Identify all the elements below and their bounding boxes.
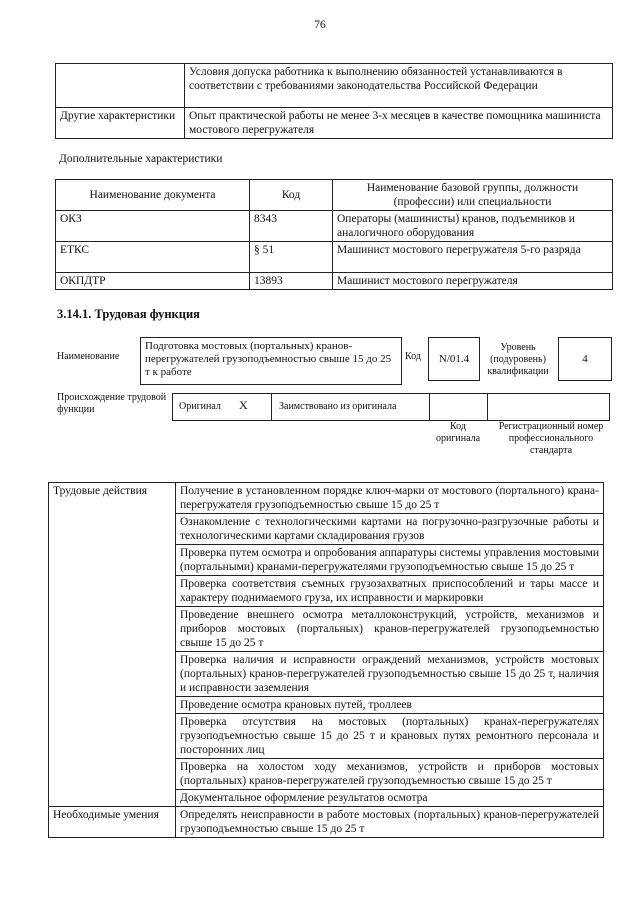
divider [487,394,488,420]
table-header-row [56,180,613,211]
table-cell: ОКЗ [56,211,250,242]
table-cell: Операторы (машинисты) кранов, подъемников и аналогичного оборудования [333,211,613,242]
original-label: Оригинал [179,401,221,412]
table-header: Наименование базовой группы, должности (профессии) или специальности [333,180,613,211]
table-cell: Условия допуска работника к выполнению обязанностей устанавливаются в соответствии с требованиями законодательства Российской Федерации [185,64,613,108]
reg-number-caption: Регистрационный номер профессионального стандарта [498,421,604,456]
code-original-caption: Код оригинала [435,421,481,444]
table-cell: Машинист мостового перегружателя [333,273,613,290]
function-name-box: Подготовка мостовых (портальных) кранов-перегружателей грузоподъемностью свыше 15 до 25 т к работе [140,337,402,385]
table-row [56,211,613,242]
table-cell: § 51 [250,242,333,273]
additional-heading: Дополнительные характеристики [59,153,223,165]
table-row [49,483,604,514]
required-skill: Определять неисправности в работе мостовых (портальных) кранов-перегружателей грузоподъемностью свыше 15 до 25 т [176,807,604,838]
top-conditions-table [55,63,613,139]
divider [271,394,272,420]
table-cell [56,64,185,108]
table-row [56,273,613,290]
code-label: Код [405,351,421,362]
origin-label: Происхождение трудовой функции [57,392,167,415]
table-row [56,108,613,139]
table-cell: Машинист мостового перегружателя 5-го разряда [333,242,613,273]
labor-action: Проведение осмотра крановых путей, троллеев [176,697,604,714]
level-box: 4 [558,337,612,381]
divider [429,394,430,420]
labor-action: Проверка соответствия съемных грузозахватных приспособлений и тары массе и характеру поднимаемого груза, их исправности и маркировки [176,576,604,607]
labor-action: Документальное оформление результатов осмотра [176,790,604,807]
original-mark: X [239,398,248,412]
labor-action: Проведение внешнего осмотра металлоконструкций, устройств, механизмов и приборов мостовых (портальных) кранов-перегружателей грузоподъемностью свыше 15 до 25 т [176,607,604,652]
skills-label: Необходимые умения [49,807,176,838]
name-label: Наименование [57,351,120,362]
borrowed-label: Заимствовано из оригинала [279,401,397,412]
labor-action: Проверка на холостом ходу механизмов, устройств и приборов мостовых (портальных) кранов-перегружателей грузоподъемностью свыше 15 до 25 т [176,759,604,790]
table-cell: ЕТКС [56,242,250,273]
page-number: 76 [314,19,326,31]
actions-table [48,482,604,838]
function-code-box: N/01.4 [428,337,480,381]
labor-action: Проверка отсутствия на мостовых (портальных) кранах-перегружателях грузоподъемностью свыше 15 до 25 т и крановых путях ремонтного персонала и посторонних лиц [176,714,604,759]
table-cell: Другие характеристики [56,108,185,139]
labor-action: Проверка путем осмотра и опробования аппаратуры системы управления мостовыми (портальными) кранами-перегружателями грузоподъемностью свыше 15 до 25 т [176,545,604,576]
table-row [56,242,613,273]
table-cell: ОКПДТР [56,273,250,290]
section-title: 3.14.1. Трудовая функция [57,307,200,321]
labor-action: Получение в установленном порядке ключ-марки от мостового (портального) крана-перегружателя грузоподъемностью свыше 15 до 25 т [176,483,604,514]
labor-action: Ознакомление с технологическими картами на погрузочно-разгрузочные работы и технологическими картами складирования грузов [176,514,604,545]
level-label: Уровень (подуровень) квалификации [487,342,549,377]
actions-label: Трудовые действия [49,483,176,807]
origin-row [172,393,610,421]
table-cell: Опыт практической работы не менее 3-х месяцев в качестве помощника машиниста мостового перегружателя [185,108,613,139]
labor-action: Проверка наличия и исправности ограждений механизмов, устройств мостовых (портальных) кранов-перегружателей грузоподъемностью свыше 15 до 25 т, наличия и исправности заземления [176,652,604,697]
table-cell: 8343 [250,211,333,242]
table-row [49,807,604,838]
additional-table [55,179,613,290]
table-cell: 13893 [250,273,333,290]
table-header: Код [250,180,333,211]
table-row [56,64,613,108]
table-header: Наименование документа [56,180,250,211]
